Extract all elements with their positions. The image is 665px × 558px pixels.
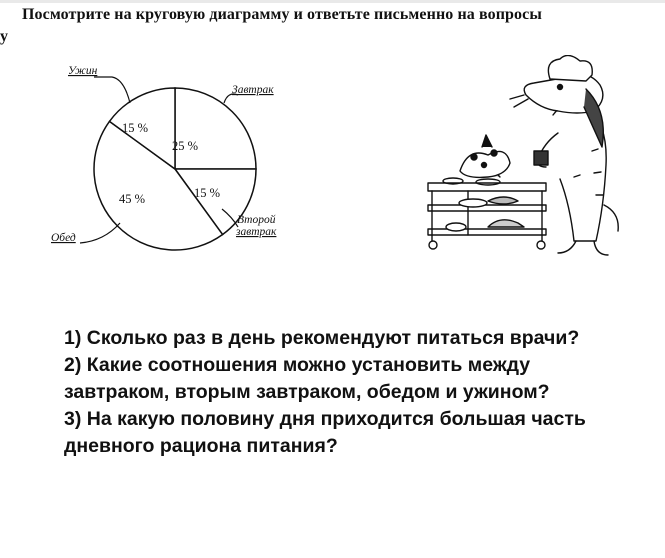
pie-label-second-breakfast: 15 %: [193, 186, 221, 200]
pie-label-lunch: 45 %: [118, 192, 146, 206]
callout-lunch: Обед: [51, 232, 76, 244]
pie-slice-breakfast: [175, 88, 256, 169]
task-heading: Посмотрите на круговую диаграмму и ответьте письменно на вопросы: [22, 6, 542, 23]
pie-label-dinner: 15 %: [121, 121, 149, 135]
question-1: 1) Сколько раз в день рекомендуют питаться врачи?: [64, 327, 580, 349]
figure-panel: [48, 55, 620, 267]
callout-breakfast: Завтрак: [232, 84, 274, 96]
callout-dinner: Ужин: [68, 65, 98, 77]
callout-line-lunch: [80, 223, 120, 243]
callout-second-breakfast-line1: Второй: [237, 214, 276, 226]
pie-label-breakfast: 25 %: [171, 139, 199, 153]
cropped-edge-letter: у: [0, 28, 8, 45]
questions-list: [64, 325, 624, 460]
pie-chart: [48, 55, 620, 267]
callout-line-dinner: [94, 77, 130, 103]
question-2: 2) Какие соотношения можно установить между завтраком, вторым завтраком, обедом и ужином?: [64, 354, 550, 403]
page-top-border: [0, 0, 665, 3]
question-3: 3) На какую половину дня приходится большая часть дневного рациона питания?: [64, 408, 586, 457]
dog-chef-illustration: [428, 55, 618, 255]
callout-second-breakfast-line2: завтрак: [236, 226, 277, 238]
